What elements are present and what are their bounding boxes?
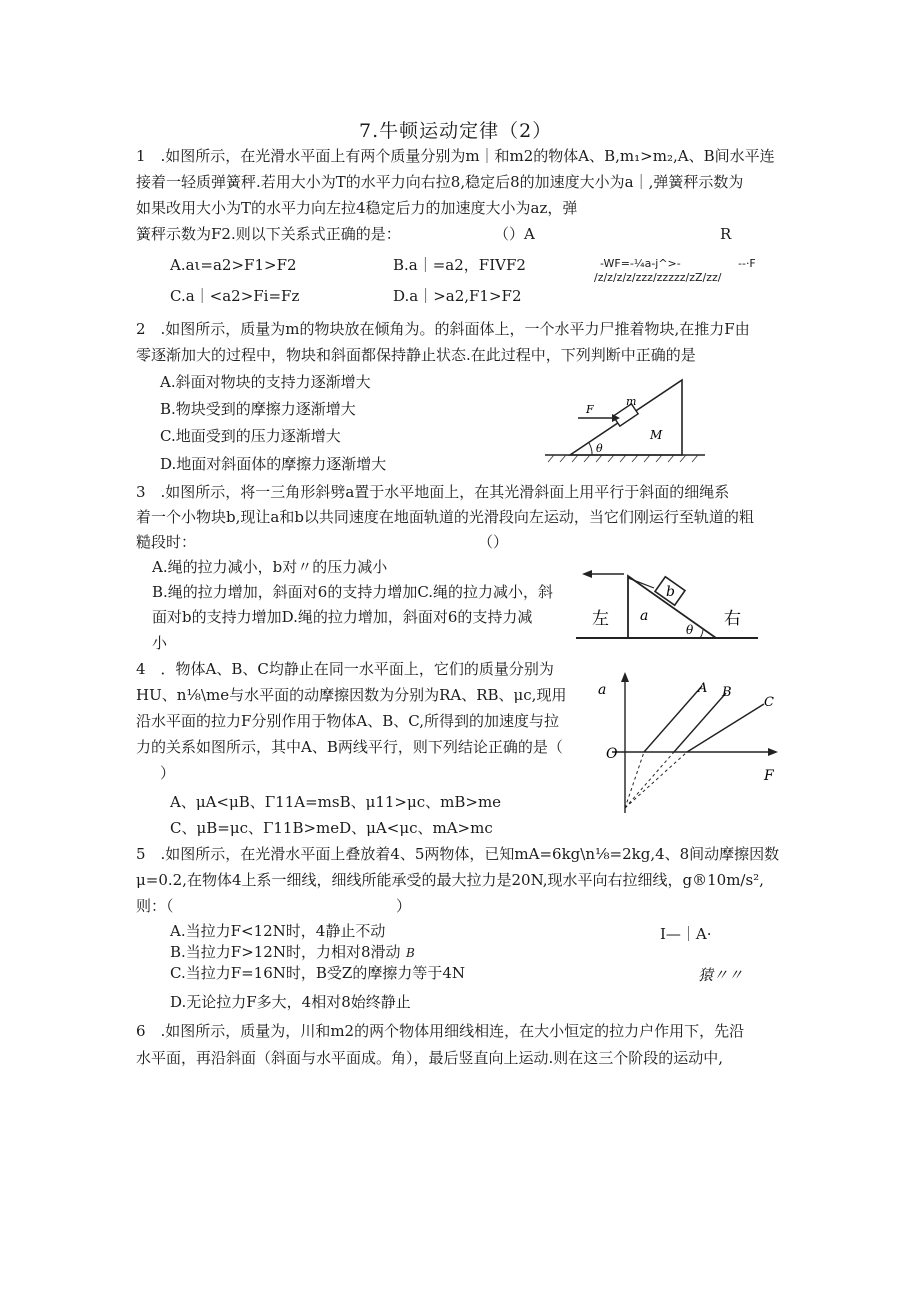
label-line-a: A bbox=[698, 681, 708, 696]
q5-option-d: D.无论拉力F多大，4相对8始终静止 bbox=[170, 993, 411, 1011]
line-b-extension bbox=[625, 752, 674, 808]
q1-line-1: 1 .如图所示，在光滑水平面上有两个质量分别为m｜和m2的物体A、B,m₁>m₂,A、B间水平连 bbox=[136, 147, 775, 165]
q5-line-1: 5 .如图所示，在光滑水平面上叠放着4、5两物体，已知mA=6kg\n⅛=2kg,4、8间动摩擦因数 bbox=[136, 845, 780, 863]
q1-figure-spring: -WF=-¼a-j^>- bbox=[600, 257, 681, 270]
q1-figure-label: R bbox=[720, 225, 732, 243]
q5-line-2: μ=0.2,在物体4上系一细线，细线所能承受的最大拉力是20N,现水平向右拉细线，g®10m∕s², bbox=[136, 871, 764, 889]
q4-option-c: C、μB=μc、Γ11B>meD、μA<μc、mA>mc bbox=[170, 819, 493, 837]
q2-option-b: B.物块受到的摩擦力逐渐增大 bbox=[160, 400, 356, 418]
q2-incline-figure bbox=[540, 375, 710, 465]
q2-line-1: 2 .如图所示，质量为m的物块放在倾角为。的斜面体上，一个水平力尸推着物块,在推力F由 bbox=[136, 320, 750, 338]
q5-option-a: A.当拉力F<12N时，4静止不动 bbox=[170, 922, 386, 940]
y-axis-arrowhead bbox=[621, 672, 629, 682]
q2-option-a: A.斜面对物块的支持力逐渐增大 bbox=[160, 373, 371, 391]
q2-line-2: 零逐渐加大的过程中，物块和斜面都保持静止状态.在此过程中，下列判断中正确的是 bbox=[136, 346, 696, 364]
q1-option-b: B.a｜=a2，FIVF2 bbox=[393, 256, 526, 274]
q1-line-3: 如果改用大小为T的水平力向左拉4稳定后力的加速度大小为az，弹 bbox=[136, 199, 578, 217]
q3-line-1: 3 .如图所示，将一三角形斜劈a置于水平地面上，在其光滑斜面上用平行于斜面的细绳系 bbox=[136, 483, 730, 501]
q5-line-3: 则：（ bbox=[136, 897, 174, 915]
q5-option-b: B.当拉力F>12N时，力相对8滑动 bbox=[170, 943, 401, 961]
q1-line-2: 接着一轻质弹簧秤.若用大小为T的水平力向右拉8,稳定后8的加速度大小为a｜,弹簧秤示数为 bbox=[136, 173, 744, 191]
q1-line-4: 簧秤示数为F2.则以下关系式正确的是： bbox=[136, 225, 401, 243]
q6-line-2: 水平面，再沿斜面（斜面与水平面成。角），最后竖直向上运动.则在这三个阶段的运动中, bbox=[136, 1049, 724, 1067]
q3-answer-blank: （） bbox=[478, 533, 509, 551]
q5-option-b-tail: B bbox=[406, 946, 415, 960]
line-c bbox=[687, 704, 764, 752]
q2-option-d: D.地面对斜面体的摩擦力逐渐增大 bbox=[160, 455, 387, 473]
q3-line-2: 着一个小物块b,现让a和b以共同速度在地面轨道的光滑段向左运动，当它们刚运行至轨道的粗 bbox=[136, 508, 754, 526]
label-f: F bbox=[586, 403, 594, 416]
label-line-c: C bbox=[764, 695, 774, 710]
label-a-axis: a bbox=[598, 682, 607, 698]
q4-option-a: A、μA<μB、Γ11A=msB、μ11>μc、mB>me bbox=[170, 793, 502, 811]
rope bbox=[628, 578, 654, 588]
label-origin: O bbox=[606, 746, 618, 762]
q4-line-1: 4 ．物体A、B、C均静止在同一水平面上，它们的质量分别为 bbox=[136, 660, 554, 678]
velocity-arrowhead bbox=[582, 570, 592, 578]
q1-figure-force: --·F bbox=[738, 257, 756, 270]
q3-line-7: 小 bbox=[152, 634, 168, 652]
label-b: b bbox=[666, 584, 675, 600]
line-c-extension bbox=[625, 752, 687, 808]
q5-option-c: C.当拉力F=16N时，B受Z的摩擦力等于4N bbox=[170, 964, 466, 982]
q2-option-c: C.地面受到的压力逐渐增大 bbox=[160, 427, 341, 445]
q1-option-a: A.aι=a2>F1>F2 bbox=[170, 256, 297, 274]
q4-graph-figure bbox=[592, 668, 792, 818]
x-axis-arrowhead bbox=[768, 748, 778, 756]
q4-line-5: ） bbox=[160, 764, 176, 782]
q1-answer-blank: （）A bbox=[494, 225, 535, 243]
q1-option-d: D.a｜>a2,F1>F2 bbox=[393, 287, 522, 305]
q5-line-3-close: ） bbox=[396, 897, 412, 915]
label-a: a bbox=[640, 608, 649, 624]
angle-arc bbox=[700, 629, 703, 638]
q5-figure-label-1: I—｜A· bbox=[660, 925, 712, 943]
q3-line-3: 糙段时： bbox=[136, 533, 197, 551]
q1-figure-ground: ∕z∕z∕z∕z∕zzz∕zzzzz/zZ∕zz/ bbox=[594, 271, 722, 284]
q4-line-3: 沿水平面的拉力F分别作用于物体A、B、C,所得到的加速度与拉 bbox=[136, 712, 559, 730]
q1-option-c: C.a｜<a2>Fi=Fz bbox=[170, 287, 300, 305]
angle-arc bbox=[589, 443, 592, 455]
label-theta: θ bbox=[596, 442, 603, 455]
label-m: m bbox=[626, 395, 637, 408]
q4-line-4: 力的关系如图所示，其中A、B两线平行，则下列结论正确的是（ bbox=[136, 738, 563, 756]
line-a bbox=[644, 686, 702, 752]
q3-line-6: 面对b的支持力增加D.绳的拉力增加，斜面对6的支持力减 bbox=[152, 608, 533, 626]
q3-wedge-figure bbox=[572, 562, 762, 648]
page-title: 7.牛顿运动定律（2） bbox=[359, 120, 553, 142]
q4-line-2: HU、n⅛\me与水平面的动摩擦因数为分别为RA、RB、μc,现用 bbox=[136, 686, 567, 704]
label-f-axis: F bbox=[764, 768, 774, 784]
q3-line-5: B.绳的拉力增加，斜面对6的支持力增加C.绳的拉力减小，斜 bbox=[152, 583, 554, 601]
label-right: 右 bbox=[724, 609, 741, 629]
label-theta: θ bbox=[686, 623, 694, 637]
label-big-m: M bbox=[650, 428, 663, 442]
q6-line-1: 6 .如图所示，质量为，川和m2的两个物体用细线相连，在大小恒定的拉力户作用下，先沿 bbox=[136, 1022, 745, 1040]
label-left: 左 bbox=[592, 609, 609, 629]
label-line-b: B bbox=[722, 685, 732, 700]
q5-figure-label-2: 猿〃〃 bbox=[698, 966, 744, 984]
ground-hatching bbox=[548, 455, 698, 462]
q3-option-a: A.绳的拉力减小，b对〃的压力减小 bbox=[152, 558, 388, 576]
